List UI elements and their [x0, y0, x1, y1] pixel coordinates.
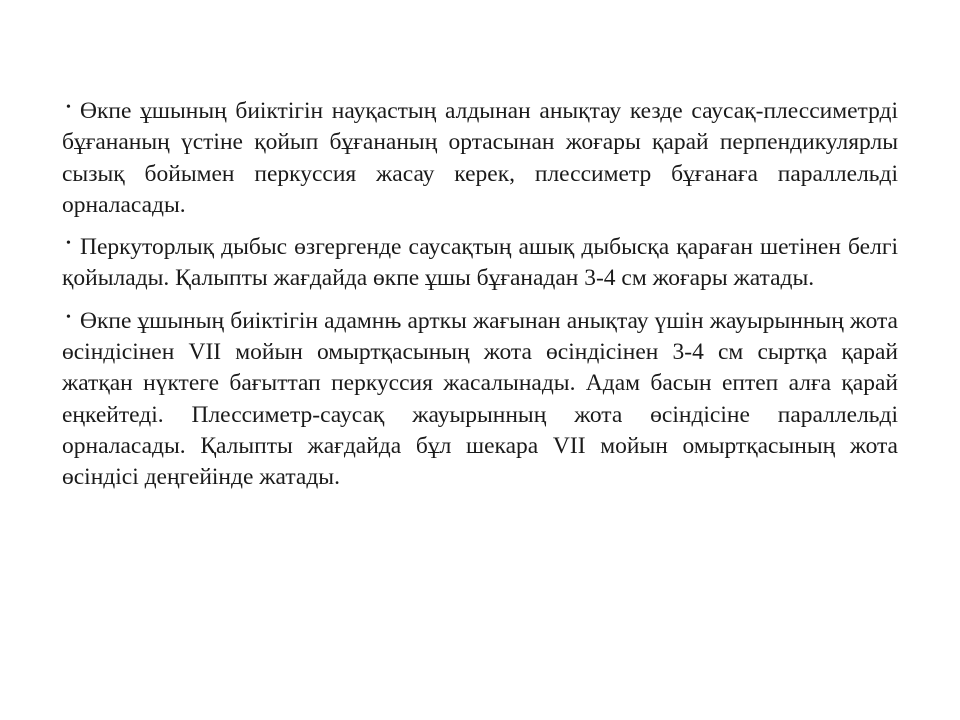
bullet-dot-icon: • — [66, 236, 71, 252]
bullet-text: Өкпе ұшының биіктігін науқастың алдынан анықтау кезде саусақ-плессиметрді бұғананың үстіне қойып бұғананың ортасынан жоғары қарай перпендикулярлы сызық бойымен перкуссия жасау керек, плессиметр бұғанаға параллельді орналасады. — [62, 98, 898, 218]
bullet-dot-icon: • — [66, 309, 71, 325]
bullet-text: Перкуторлық дыбыс өзгергенде саусақтың ашық дыбысқа қараған шетінен белгі қойылады. Қалыпты жағдайда өкпе ұшы бұғанадан 3-4 см жоғары жатады. — [62, 234, 898, 292]
bullet-list — [62, 96, 898, 505]
bullet-text: Өкпе ұшының биіктігін адамнњ арткы жағынан анықтау үшін жауырынның жота өсіндісінен VII мойын омыртқасының жота өсіндісінен 3-4 см сыртқа қарай жатқан нүктеге бағыттап перкуссия жасалынады. Адам басын ептеп алға қарай еңкейтеді. Плессиметр-саусақ жауырынның жота өсіндісіне параллельді орналасады. Қалыпты жағдайда бұл шекара VII мойын омыртқасының жота өсіндісі деңгейінде жатады. — [62, 307, 898, 491]
bullet-dot-icon: • — [66, 100, 71, 115]
bullet-item-apex-back — [62, 306, 898, 494]
bullet-item-apex-front — [62, 96, 898, 221]
bullet-item-percussion-mark — [62, 232, 898, 295]
